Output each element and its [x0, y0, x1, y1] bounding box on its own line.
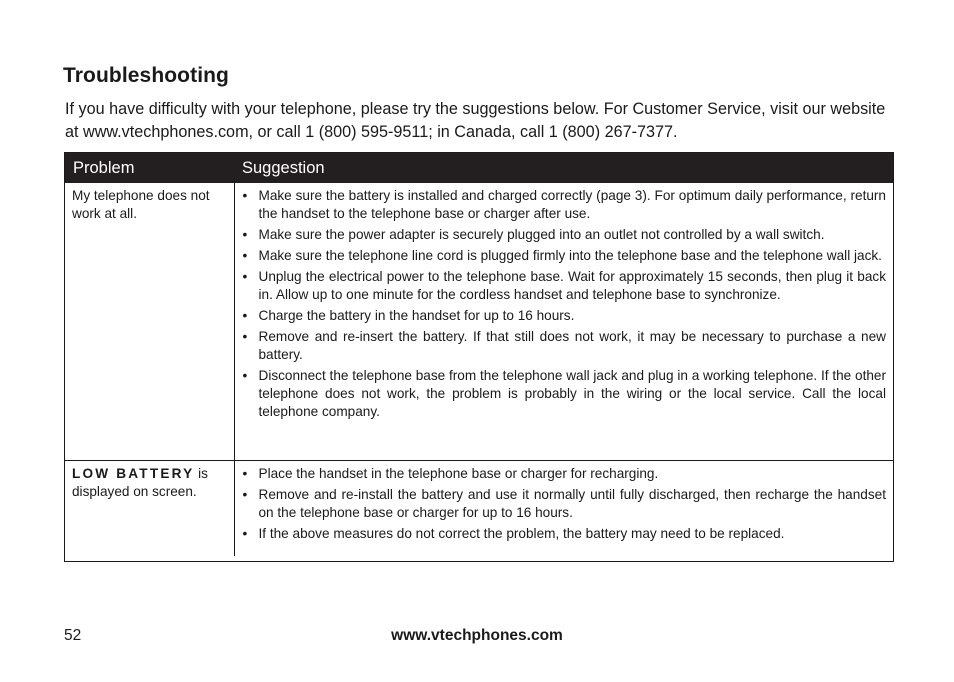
list-item: [242, 307, 887, 325]
suggestion-cell: [234, 461, 893, 557]
header-problem: Problem: [65, 153, 234, 183]
problem-text: is displayed on screen.: [72, 466, 208, 499]
suggestion-text: Make sure the battery is installed and charged correctly (page 3). For optimum daily performance, return the handset to the telephone base or charger after use.: [258, 188, 886, 221]
suggestion-text: Unplug the electrical power to the telephone base. Wait for approximately 15 seconds, then plug it back in. Allow up to one minute for the cordless handset and telephone base to synchronize.: [258, 269, 886, 302]
suggestion-text: Place the handset in the telephone base or charger for recharging.: [258, 466, 659, 481]
suggestion-text: Make sure the telephone line cord is plugged firmly into the telephone base and the telephone wall jack.: [258, 248, 882, 263]
suggestion-list: [242, 465, 887, 543]
list-item: [242, 226, 887, 244]
bullet-icon: •: [242, 308, 248, 323]
bullet-icon: •: [242, 329, 248, 344]
list-item: [242, 328, 887, 364]
bullet-icon: •: [242, 227, 248, 242]
suggestion-text: If the above measures do not correct the problem, the battery may need to be replaced.: [258, 526, 785, 541]
header-suggestion: Suggestion: [234, 153, 893, 183]
suggestion-cell: [234, 183, 893, 461]
troubleshooting-table: [64, 152, 894, 562]
suggestion-text: Disconnect the telephone base from the telephone wall jack and plug in a working telephone. If the other telephone does not work, the problem is probably in the wiring or the local service. Call the local telephone company.: [258, 368, 886, 419]
bullet-icon: •: [242, 368, 248, 383]
list-item: [242, 268, 887, 304]
suggestion-text: Make sure the power adapter is securely plugged into an outlet not controlled by a wall switch.: [258, 227, 825, 242]
intro-paragraph: If you have difficulty with your telephone, please try the suggestions below. For Customer Service, visit our website at www.vtechphones.com, or call 1 (800) 595-9511; in Canada, call 1 (800) 267-7377.: [65, 100, 886, 141]
list-item: [242, 525, 887, 543]
table-row: [65, 461, 893, 557]
bullet-icon: •: [242, 269, 248, 284]
suggestion-text: Remove and re-insert the battery. If that still does not work, it may be necessary to purchase a new battery.: [258, 329, 886, 362]
suggestion-list: [242, 187, 887, 421]
problem-cell: My telephone does not work at all.: [65, 183, 234, 461]
list-item: [242, 486, 887, 522]
screen-message-code: LOW BATTERY: [72, 466, 195, 481]
problem-cell: [65, 461, 234, 557]
list-item: [242, 187, 887, 223]
bullet-icon: •: [242, 466, 248, 481]
table-row: [65, 183, 893, 461]
list-item: [242, 465, 887, 483]
list-item: [242, 367, 887, 421]
suggestion-text: Remove and re-install the battery and use it normally until fully discharged, then recharge the handset on the telephone base or charger for up to 16 hours.: [258, 487, 886, 520]
page-title: Troubleshooting: [63, 64, 229, 87]
bullet-icon: •: [242, 487, 248, 502]
bullet-icon: •: [242, 526, 248, 541]
bullet-icon: •: [242, 248, 248, 263]
footer-url: www.vtechphones.com: [391, 627, 563, 644]
bullet-icon: •: [242, 188, 248, 203]
table-header-row: [65, 153, 893, 183]
list-item: [242, 247, 887, 265]
suggestion-text: Charge the battery in the handset for up to 16 hours.: [258, 308, 575, 323]
page-number: 52: [64, 627, 82, 644]
